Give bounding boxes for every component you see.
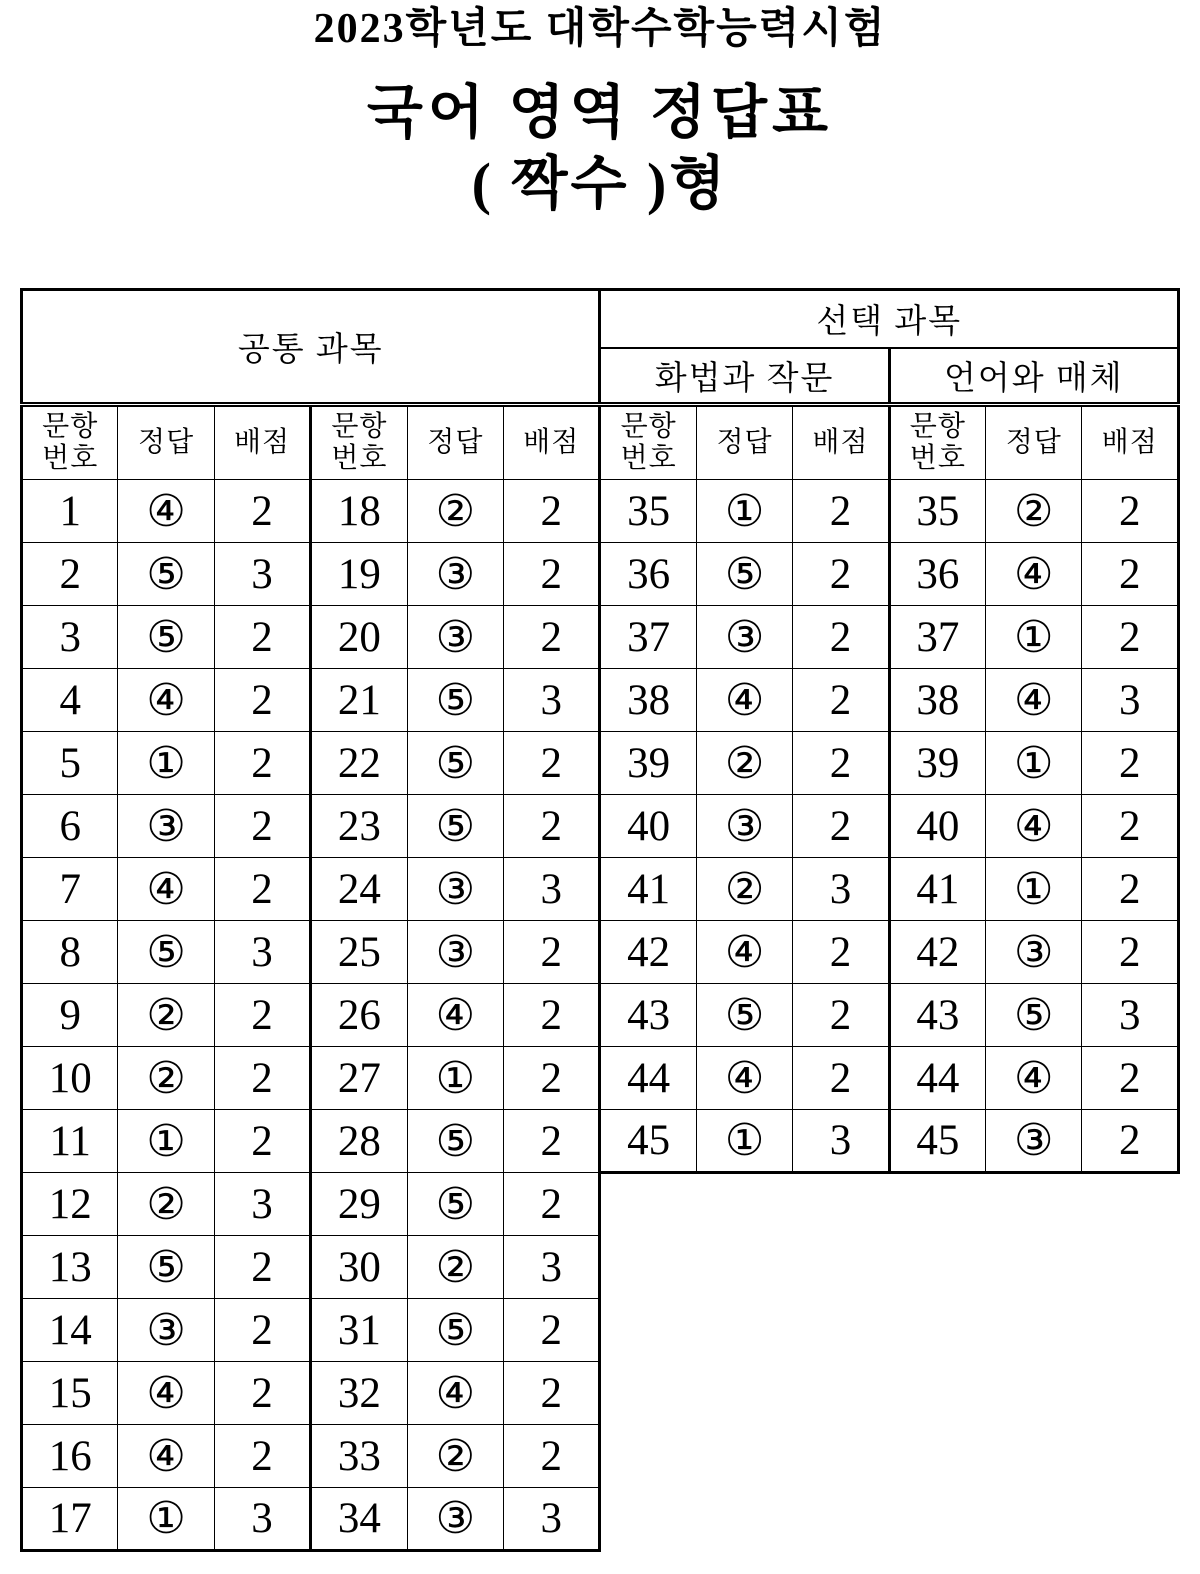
exam-type-label: ( 짝수 )형 [471,150,729,216]
question-number-cell: 44 [600,1047,696,1110]
question-number-cell: 24 [311,858,407,921]
question-number-cell: 17 [22,1488,118,1551]
answer-cell: ③ [118,1299,214,1362]
points-cell: 2 [214,858,310,921]
answer-cell: ① [118,1110,214,1173]
empty-cell [889,1362,985,1425]
question-number-cell: 38 [889,669,985,732]
points-cell: 3 [1082,984,1179,1047]
points-cell: 2 [214,1425,310,1488]
points-cell: 2 [504,795,600,858]
points-cell: 2 [1082,858,1179,921]
empty-cell [889,1488,985,1551]
points-cell: 2 [1082,795,1179,858]
answer-cell: ③ [986,1110,1082,1173]
answer-row [22,1425,1179,1488]
answer-cell: ⑤ [696,984,792,1047]
answer-row [22,795,1179,858]
answer-cell: ⑤ [118,543,214,606]
question-number-cell: 25 [311,921,407,984]
points-cell: 2 [793,480,889,543]
question-number-header-line1: 문항 [620,410,677,442]
answer-row [22,480,1179,543]
answer-cell: ② [407,1236,503,1299]
answer-cell: ④ [407,1362,503,1425]
empty-cell [1082,1362,1179,1425]
question-number-cell: 32 [311,1362,407,1425]
question-number-cell: 2 [22,543,118,606]
points-cell: 2 [793,606,889,669]
points-header: 배점 [214,405,310,480]
question-number-cell: 37 [600,606,696,669]
question-number-header [22,405,118,480]
answer-row [22,1236,1179,1299]
empty-cell [1082,1236,1179,1299]
points-cell: 3 [504,1236,600,1299]
answer-row [22,1110,1179,1173]
answer-cell: ④ [118,669,214,732]
empty-cell [986,1425,1082,1488]
points-header: 배점 [504,405,600,480]
answer-cell: ④ [118,480,214,543]
points-cell: 2 [504,1299,600,1362]
points-header: 배점 [793,405,889,480]
points-cell: 2 [1082,1110,1179,1173]
points-cell: 3 [504,1488,600,1551]
empty-cell [793,1425,889,1488]
question-number-cell: 39 [889,732,985,795]
points-cell: 2 [504,606,600,669]
empty-cell [696,1425,792,1488]
empty-cell [986,1362,1082,1425]
empty-cell [793,1488,889,1551]
question-number-cell: 22 [311,732,407,795]
answer-cell: ③ [986,921,1082,984]
answer-cell: ⑤ [407,732,503,795]
question-number-header [311,405,407,480]
question-number-cell: 6 [22,795,118,858]
empty-cell [889,1173,985,1236]
empty-cell [1082,1488,1179,1551]
common-subjects-header: 공통 과목 [22,290,600,405]
points-cell: 3 [214,921,310,984]
question-number-header [889,405,985,480]
points-cell: 2 [504,921,600,984]
answer-row [22,543,1179,606]
answer-cell: ④ [118,858,214,921]
answer-cell: ③ [407,1488,503,1551]
question-number-cell: 45 [600,1110,696,1173]
answer-cell: ③ [407,921,503,984]
empty-cell [986,1299,1082,1362]
points-cell: 2 [214,1047,310,1110]
answer-row [22,1173,1179,1236]
empty-cell [600,1173,696,1236]
points-cell: 3 [214,1488,310,1551]
points-cell: 3 [214,543,310,606]
answer-row [22,1488,1179,1551]
question-number-cell: 9 [22,984,118,1047]
question-number-cell: 11 [22,1110,118,1173]
question-number-cell: 42 [600,921,696,984]
points-cell: 2 [504,543,600,606]
question-number-cell: 23 [311,795,407,858]
empty-cell [600,1299,696,1362]
answer-cell: ④ [118,1362,214,1425]
language-media-header: 언어와 매체 [889,348,1178,405]
points-cell: 2 [214,984,310,1047]
points-cell: 2 [504,984,600,1047]
question-number-cell: 16 [22,1425,118,1488]
answer-cell: ② [118,1047,214,1110]
answer-cell: ② [118,984,214,1047]
points-cell: 2 [1082,606,1179,669]
answer-cell: ④ [986,1047,1082,1110]
empty-cell [793,1236,889,1299]
answer-cell: ① [407,1047,503,1110]
empty-cell [1082,1425,1179,1488]
question-number-cell: 35 [889,480,985,543]
answer-cell: ② [986,480,1082,543]
question-number-cell: 36 [889,543,985,606]
answer-row [22,606,1179,669]
question-number-cell: 26 [311,984,407,1047]
question-number-cell: 13 [22,1236,118,1299]
question-number-cell: 44 [889,1047,985,1110]
answer-cell: ① [986,858,1082,921]
answer-cell: ③ [118,795,214,858]
answer-cell: ① [696,1110,792,1173]
points-cell: 2 [793,795,889,858]
empty-cell [793,1173,889,1236]
answer-cell: ① [118,1488,214,1551]
answer-cell: ⑤ [407,1110,503,1173]
points-cell: 2 [793,732,889,795]
empty-cell [986,1236,1082,1299]
question-number-cell: 3 [22,606,118,669]
answer-cell: ④ [986,669,1082,732]
answer-header: 정답 [407,405,503,480]
points-cell: 2 [1082,1047,1179,1110]
empty-cell [600,1362,696,1425]
answer-table-wrap [20,288,1180,1552]
question-number-cell: 38 [600,669,696,732]
answer-cell: ② [696,858,792,921]
answer-cell: ⑤ [118,606,214,669]
column-header-row [22,405,1179,480]
points-cell: 2 [1082,543,1179,606]
question-number-cell: 1 [22,480,118,543]
section-title: 국어 영역 정답표 [366,80,834,146]
points-cell: 2 [793,1047,889,1110]
exam-year-title: 2023학년도 대학수학능력시험 [313,6,887,52]
points-cell: 2 [214,1236,310,1299]
empty-cell [889,1299,985,1362]
answer-cell: ② [696,732,792,795]
answer-cell: ② [407,480,503,543]
points-header: 배점 [1082,405,1179,480]
empty-cell [889,1236,985,1299]
answer-cell: ③ [407,606,503,669]
elective-subjects-header: 선택 과목 [600,290,1179,348]
answer-row [22,1047,1179,1110]
question-number-cell: 34 [311,1488,407,1551]
points-cell: 2 [214,606,310,669]
title-block [0,0,1200,218]
answer-cell: ③ [407,543,503,606]
answer-cell: ⑤ [986,984,1082,1047]
answer-cell: ⑤ [407,1173,503,1236]
question-number-cell: 20 [311,606,407,669]
question-number-cell: 33 [311,1425,407,1488]
question-number-header-line1: 문항 [909,410,966,442]
answer-cell: ① [986,606,1082,669]
empty-cell [986,1173,1082,1236]
points-cell: 2 [1082,732,1179,795]
empty-cell [696,1236,792,1299]
empty-cell [696,1299,792,1362]
answer-row [22,921,1179,984]
question-number-cell: 43 [889,984,985,1047]
question-number-cell: 36 [600,543,696,606]
points-cell: 2 [793,921,889,984]
answer-row [22,858,1179,921]
answer-cell: ③ [696,606,792,669]
question-number-cell: 8 [22,921,118,984]
question-number-cell: 21 [311,669,407,732]
points-cell: 2 [793,669,889,732]
question-number-header-line2: 번호 [42,443,99,474]
points-cell: 2 [214,732,310,795]
empty-cell [1082,1173,1179,1236]
points-cell: 2 [504,1362,600,1425]
answer-cell: ① [696,480,792,543]
points-cell: 2 [504,1110,600,1173]
answer-row [22,732,1179,795]
empty-cell [696,1173,792,1236]
question-number-cell: 42 [889,921,985,984]
points-cell: 3 [214,1173,310,1236]
answer-cell: ⑤ [696,543,792,606]
points-cell: 2 [214,1299,310,1362]
points-cell: 3 [793,1110,889,1173]
answer-cell: ④ [696,669,792,732]
empty-cell [600,1488,696,1551]
question-number-cell: 19 [311,543,407,606]
points-cell: 2 [214,480,310,543]
question-number-cell: 28 [311,1110,407,1173]
question-number-header-line2: 번호 [331,443,388,474]
empty-cell [600,1236,696,1299]
question-number-cell: 40 [889,795,985,858]
points-cell: 2 [214,1110,310,1173]
question-number-cell: 27 [311,1047,407,1110]
question-number-cell: 41 [889,858,985,921]
answer-table [20,288,1180,1552]
empty-cell [696,1488,792,1551]
speech-writing-header: 화법과 작문 [600,348,889,405]
answer-table-body [22,290,1179,1551]
question-number-cell: 39 [600,732,696,795]
question-number-cell: 18 [311,480,407,543]
points-cell: 2 [214,669,310,732]
points-cell: 2 [214,795,310,858]
points-cell: 2 [793,984,889,1047]
empty-cell [600,1425,696,1488]
answer-cell: ③ [696,795,792,858]
question-number-cell: 40 [600,795,696,858]
answer-cell: ⑤ [407,1299,503,1362]
question-number-header-line1: 문항 [42,410,99,442]
answer-cell: ③ [407,858,503,921]
question-number-header-line1: 문항 [331,410,388,442]
question-number-header-line2: 번호 [909,443,966,474]
answer-cell: ⑤ [118,1236,214,1299]
answer-row [22,1299,1179,1362]
answer-cell: ⑤ [407,795,503,858]
answer-row [22,1362,1179,1425]
answer-cell: ④ [696,1047,792,1110]
answer-header: 정답 [986,405,1082,480]
question-number-cell: 7 [22,858,118,921]
question-number-header [600,405,696,480]
empty-cell [889,1425,985,1488]
answer-cell: ④ [986,795,1082,858]
question-number-cell: 41 [600,858,696,921]
question-number-cell: 35 [600,480,696,543]
question-number-cell: 4 [22,669,118,732]
answer-cell: ① [118,732,214,795]
subject-header-row [22,290,1179,348]
question-number-cell: 10 [22,1047,118,1110]
answer-cell: ① [986,732,1082,795]
empty-cell [696,1362,792,1425]
answer-cell: ⑤ [407,669,503,732]
question-number-cell: 14 [22,1299,118,1362]
question-number-cell: 43 [600,984,696,1047]
answer-cell: ⑤ [118,921,214,984]
points-cell: 3 [504,858,600,921]
points-cell: 2 [504,1425,600,1488]
answer-row [22,984,1179,1047]
question-number-cell: 15 [22,1362,118,1425]
points-cell: 2 [793,543,889,606]
empty-cell [986,1488,1082,1551]
answer-cell: ② [407,1425,503,1488]
points-cell: 2 [504,732,600,795]
answer-row [22,669,1179,732]
points-cell: 2 [1082,480,1179,543]
answer-cell: ④ [118,1425,214,1488]
answer-cell: ④ [986,543,1082,606]
answer-cell: ④ [696,921,792,984]
empty-cell [793,1299,889,1362]
question-number-cell: 5 [22,732,118,795]
points-cell: 2 [214,1362,310,1425]
question-number-cell: 45 [889,1110,985,1173]
points-cell: 2 [504,480,600,543]
question-number-header-line2: 번호 [620,443,677,474]
question-number-cell: 12 [22,1173,118,1236]
answer-cell: ② [118,1173,214,1236]
empty-cell [793,1362,889,1425]
answer-header: 정답 [118,405,214,480]
question-number-cell: 37 [889,606,985,669]
answer-cell: ④ [407,984,503,1047]
points-cell: 2 [504,1173,600,1236]
question-number-cell: 30 [311,1236,407,1299]
empty-cell [1082,1299,1179,1362]
points-cell: 3 [1082,669,1179,732]
question-number-cell: 31 [311,1299,407,1362]
points-cell: 2 [1082,921,1179,984]
question-number-cell: 29 [311,1173,407,1236]
answer-header: 정답 [696,405,792,480]
points-cell: 2 [504,1047,600,1110]
points-cell: 3 [504,669,600,732]
points-cell: 3 [793,858,889,921]
